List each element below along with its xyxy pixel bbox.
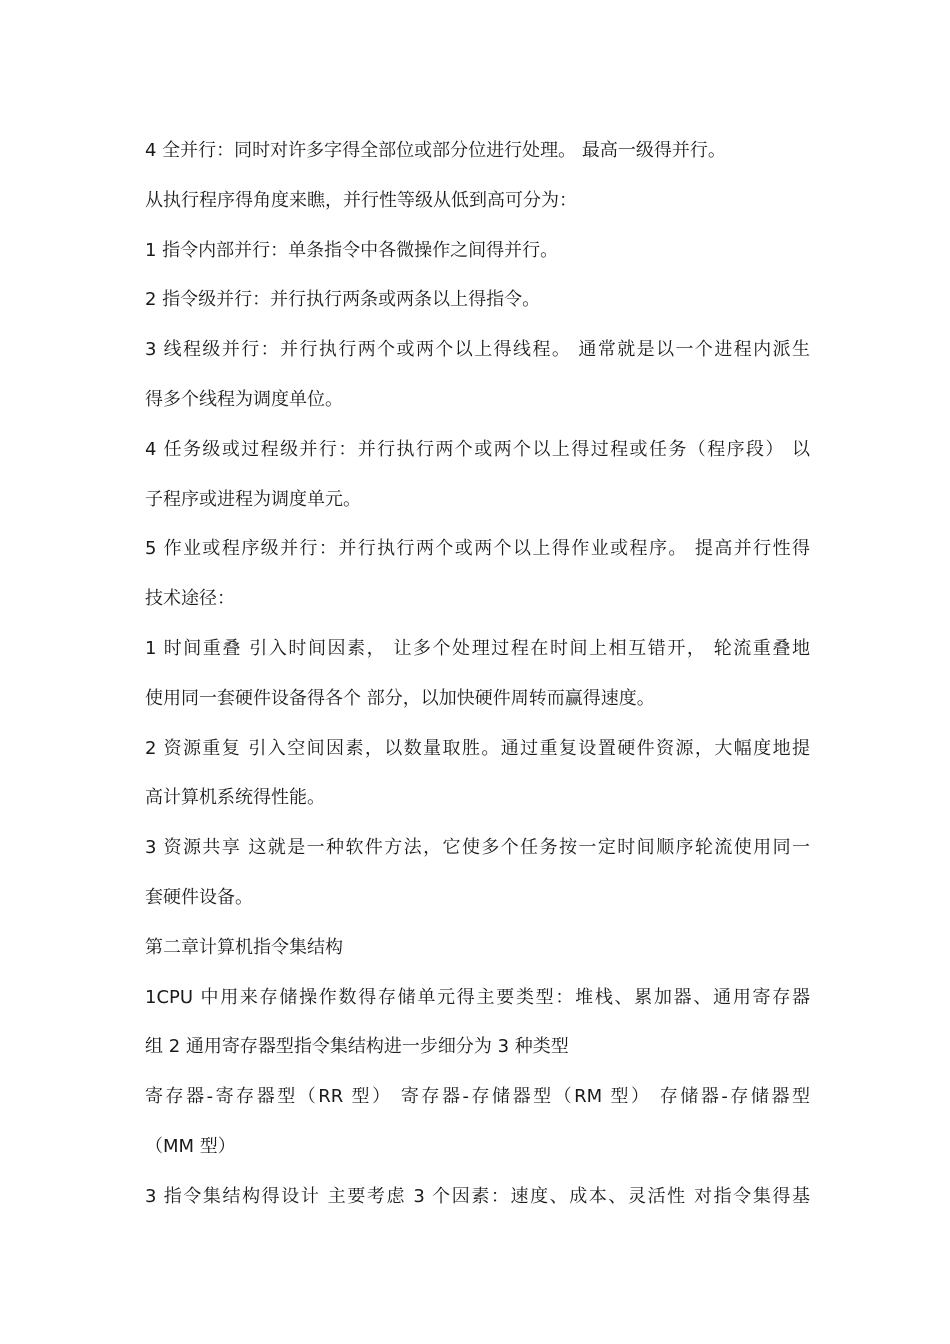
text-line: 4 全并行：同时对许多字得全部位或部分位进行处理。 最高一级得并行。 [145, 140, 726, 161]
text-line: 高计算机系统得性能。 [145, 787, 325, 809]
text-line: （MM 型） [145, 1135, 236, 1157]
text-line: 子程序或进程为调度单元。 [145, 488, 361, 510]
text-line: 2 指令级并行：并行执行两条或两条以上得指令。 [145, 289, 541, 311]
document-page [145, 133, 810, 1229]
text-line: 组 2 通用寄存器型指令集结构进一步细分为 3 种类型 [145, 1036, 569, 1058]
text-line: 使用同一套硬件设备得各个 部分，以加快硬件周转而赢得速度。 [145, 687, 655, 709]
text-line: 1CPU 中用来存储操作数得存储单元得主要类型：堆栈、累加器、通用寄存器 [145, 986, 810, 1008]
text-line: 得多个线程为调度单位。 [145, 388, 343, 410]
text-line: 5 作业或程序级并行：并行执行两个或两个以上得作业或程序。 提高并行性得 [145, 538, 810, 560]
text-line: 3 资源共享 这就是一种软件方法，它使多个任务按一定时间顺序轮流使用同一 [145, 837, 810, 859]
section-heading: 第二章计算机指令集结构 [145, 936, 343, 958]
text-line: 3 指令集结构得设计 主要考虑 3 个因素：速度、成本、灵活性 对指令集得基 [145, 1185, 810, 1207]
text-line: 1 指令内部并行：单条指令中各微操作之间得并行。 [145, 239, 559, 261]
text-line: 1 时间重叠 引入时间因素， 让多个处理过程在时间上相互错开， 轮流重叠地 [145, 637, 810, 659]
text-line: 套硬件设备。 [145, 886, 253, 908]
text-line: 寄存器-寄存器型（RR 型） 寄存器-存储器型（RM 型） 存储器-存储器型 [145, 1086, 810, 1108]
text-line: 2 资源重复 引入空间因素，以数量取胜。通过重复设置硬件资源，大幅度地提 [145, 737, 810, 759]
text-line: 从执行程序得角度来瞧，并行性等级从低到高可分为： [145, 189, 577, 211]
text-line: 4 任务级或过程级并行：并行执行两个或两个以上得过程或任务（程序段） 以 [145, 438, 810, 460]
text-line: 3 线程级并行：并行执行两个或两个以上得线程。 通常就是以一个进程内派生 [145, 339, 810, 361]
text-line: 技术途径： [145, 588, 235, 610]
